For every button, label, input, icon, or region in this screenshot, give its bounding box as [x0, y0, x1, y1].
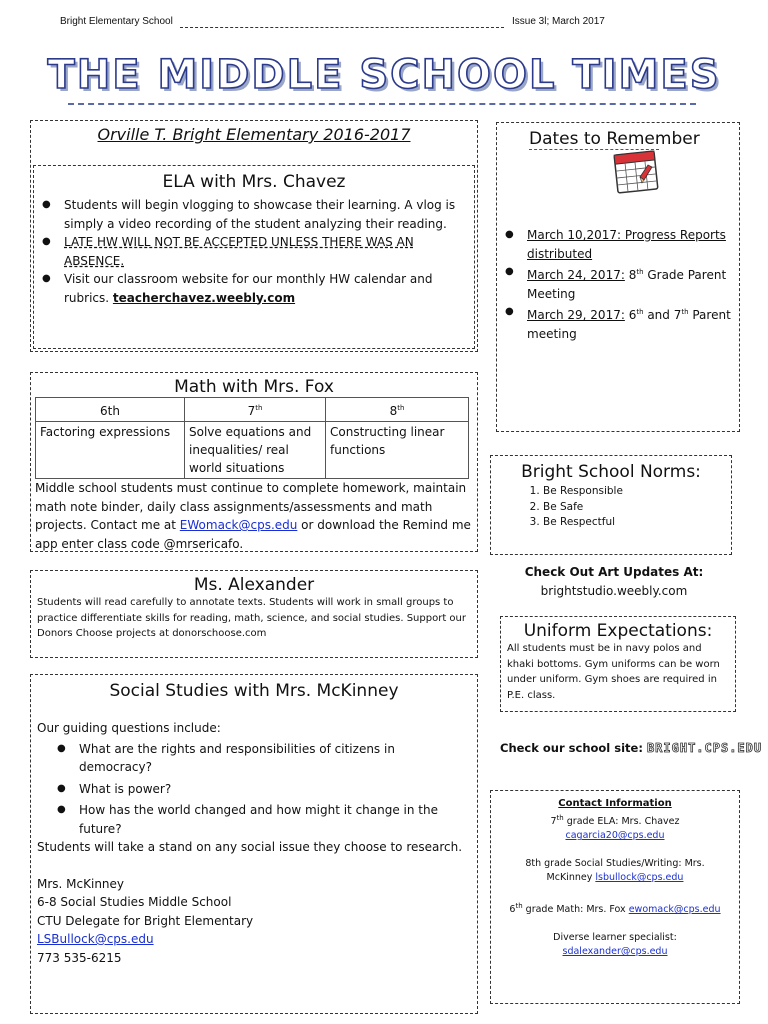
- sig-role: 6-8 Social Studies Middle School: [37, 895, 232, 909]
- social-title: Social Studies with Mrs. McKinney: [109, 681, 399, 701]
- alexander-title: Ms. Alexander: [193, 575, 315, 595]
- intro-section: [30, 120, 478, 352]
- contact-ela-email[interactable]: cagarcia20@cps.edu: [565, 830, 665, 842]
- math-email-link[interactable]: EWomack@cps.edu: [179, 518, 298, 532]
- date-item: ● March 29, 2017: 6th and 7th Parent meeting: [497, 303, 731, 343]
- calendar-icon: [612, 147, 662, 195]
- uniform-section: [500, 616, 736, 712]
- norm-item: 2. Be Safe: [543, 500, 731, 516]
- sig-email-link[interactable]: LSBullock@cps.edu: [37, 932, 154, 946]
- ela-title: ELA with Mrs. Chavez: [162, 172, 346, 192]
- grade-header: 6th: [36, 398, 185, 422]
- question-item: ● How has the world changed and how might it change in the future?: [49, 801, 469, 838]
- date-item: ● March 24, 2017: 8th Grade Parent Meeting: [497, 263, 731, 303]
- ela-section: [33, 165, 475, 349]
- contact-dl-email[interactable]: sdalexander@cps.edu: [562, 946, 668, 958]
- ela-item: ● Students will begin vlogging to showcase their learning. A vlog is simply a video recording of the student analyzing their reading.: [34, 196, 464, 233]
- social-section: [30, 674, 478, 1014]
- header-issue: Issue 3l; March 2017: [512, 16, 605, 27]
- header-school: Bright Elementary School: [60, 16, 173, 27]
- ela-website-link[interactable]: teacherchavez.weebly.com: [112, 290, 296, 305]
- norm-item: 3. Be Respectful: [543, 515, 731, 531]
- grade-topic: Constructing linear functions: [326, 422, 469, 479]
- dates-title: Dates to Remember: [529, 129, 700, 149]
- ela-item: ● Visit our classroom website for our monthly HW calendar and rubrics. teacherchavez.weebly.com: [34, 270, 464, 307]
- contact-title: Contact Information: [558, 798, 672, 809]
- math-body: Middle school students must continue to complete homework, maintain math note binder, daily class assignments/assessments and math projects. Contact me at EWomack@cps.edu or download the Remind me app enter class code @mrsericafo.: [35, 481, 471, 551]
- contact-section: [490, 790, 740, 1004]
- banner-title: Orville T. Bright Elementary 2016-2017: [97, 125, 411, 144]
- grade-header: 8th: [326, 398, 469, 422]
- math-section: [30, 372, 478, 552]
- art-label: Check Out Art Updates At:: [524, 565, 704, 579]
- question-item: ● What are the rights and responsibilities of citizens in democracy?: [49, 740, 469, 777]
- norms-title: Bright School Norms:: [521, 462, 701, 482]
- date-item: ● March 10,2017: Progress Reports distributed: [497, 226, 731, 263]
- sig-phone: 773 535-6215: [37, 950, 122, 965]
- masthead-title: THE MIDDLE SCHOOL TIMES: [47, 52, 721, 98]
- grade-header: 7th: [185, 398, 326, 422]
- header-divider: [180, 27, 504, 28]
- contact-ss: 8th grade Social Studies/Writing: Mrs. McKinney lsbullock@cps.edu: [525, 858, 705, 884]
- ela-item: ● LATE HW WILL NOT BE ACCEPTED UNLESS THERE WAS AN ABSENCE.: [34, 233, 464, 270]
- math-table: [35, 397, 469, 479]
- uniform-title: Uniform Expectations:: [523, 621, 713, 641]
- sig-name: Mrs. McKinney: [37, 876, 125, 891]
- alexander-section: [30, 570, 478, 658]
- alexander-body: Students will read carefully to annotate texts. Students will work in small groups to practice differentiate skills for reading, math, science, and social studies. Support our Donors Choose projects at donorschoose.com: [37, 597, 466, 639]
- site-link[interactable]: BRIGHT.CPS.EDU: [646, 741, 763, 755]
- sig-union: CTU Delegate for Bright Elementary: [37, 913, 254, 928]
- ela-list: [34, 196, 474, 307]
- masthead-rule: [68, 103, 696, 105]
- math-title: Math with Mrs. Fox: [174, 377, 334, 397]
- art-link[interactable]: brightstudio.weebly.com: [540, 584, 688, 598]
- social-questions: [31, 740, 477, 839]
- social-closing: Students will take a stand on any social issue they choose to research.: [37, 840, 463, 854]
- question-item: ● What is power?: [49, 780, 469, 799]
- contact-math-email[interactable]: ewomack@cps.edu: [628, 904, 721, 916]
- social-signature: [31, 875, 477, 968]
- contact-math: 6th grade Math: Mrs. Fox ewomack@cps.edu: [509, 902, 721, 916]
- social-intro: Our guiding questions include:: [37, 721, 221, 735]
- grade-topic: Solve equations and inequalities/ real world situations: [185, 422, 326, 479]
- contact-ela: 7th grade ELA: Mrs. Chavez: [550, 814, 680, 828]
- site-label: Check our school site: BRIGHT.CPS.EDU: [500, 741, 763, 755]
- grade-topic: Factoring expressions: [36, 422, 185, 479]
- contact-ss-email[interactable]: lsbullock@cps.edu: [595, 872, 684, 884]
- contact-dl: Diverse learner specialist:: [553, 932, 677, 944]
- norms-section: [490, 455, 732, 555]
- norm-item: 1. Be Responsible: [543, 484, 731, 500]
- dates-list: [497, 226, 739, 343]
- uniform-body: All students must be in navy polos and khaki bottoms. Gym uniforms can be worn under uniform. Gym shoes are required in P.E. class.: [507, 643, 720, 701]
- norms-list: [491, 484, 731, 531]
